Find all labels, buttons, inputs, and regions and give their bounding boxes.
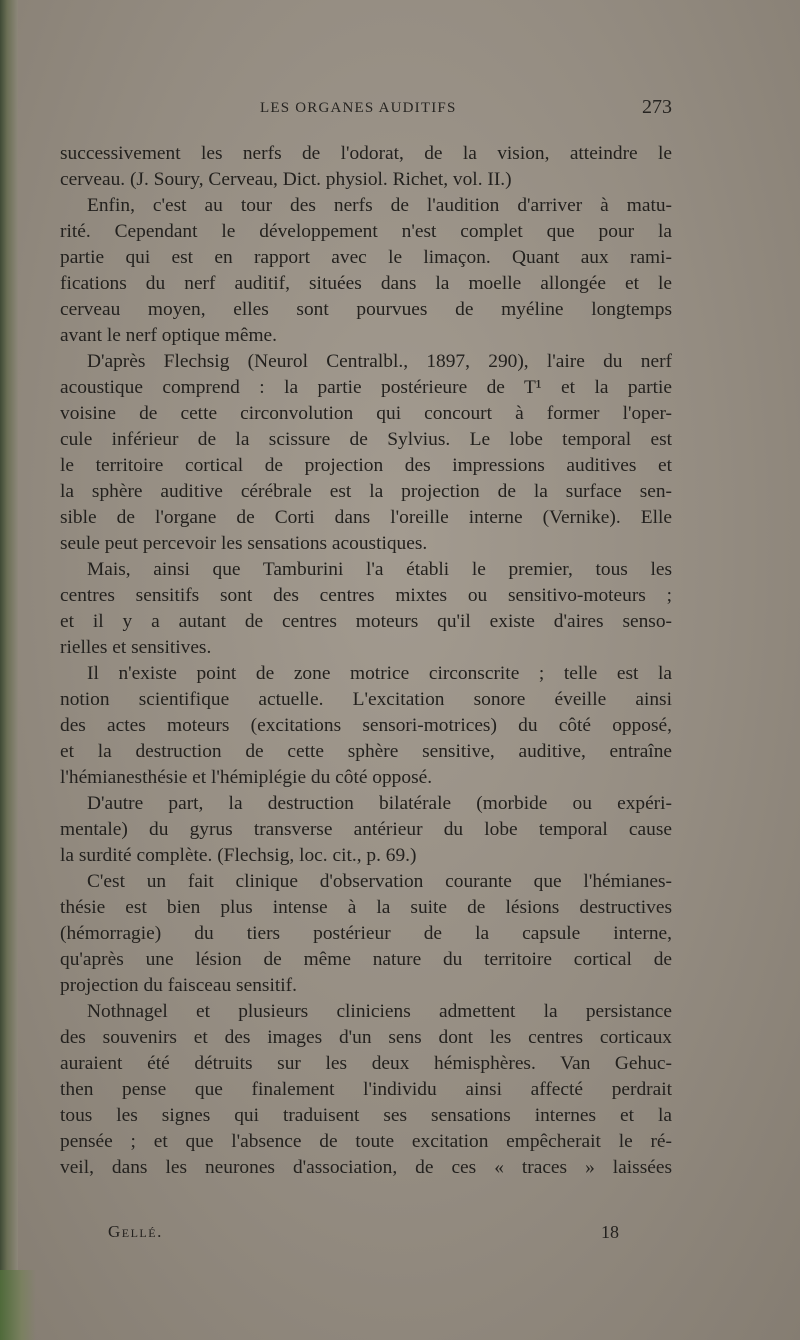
text-line: rielles et sensitives. xyxy=(60,637,212,658)
text-line: rité. Cependant le développement n'est complet que pour la xyxy=(60,221,672,242)
text-line: acoustique comprend : la partie postérieure de T¹ et la partie xyxy=(60,377,672,398)
running-title: LES ORGANES AUDITIFS xyxy=(260,100,457,116)
text-line: cerveau. (J. Soury, Cerveau, Dict. physiol. Richet, vol. II.) xyxy=(60,169,512,190)
text-line: et il y a autant de centres moteurs qu'il existe d'aires senso- xyxy=(60,611,672,632)
text-line: la surdité complète. (Flechsig, loc. cit., p. 69.) xyxy=(60,845,417,866)
printer-signature: Gellé. xyxy=(108,1222,163,1241)
text-line: voisine de cette circonvolution qui concourt à former l'oper- xyxy=(60,403,672,424)
running-head xyxy=(60,96,672,126)
text-line: successivement les nerfs de l'odorat, de la vision, atteindre le xyxy=(60,143,672,164)
text-line: Il n'existe point de zone motrice circonscrite ; telle est la xyxy=(87,663,672,684)
binding-gutter xyxy=(0,0,18,1340)
binding-corner xyxy=(0,1270,36,1340)
text-line: auraient été détruits sur les deux hémisphères. Van Gehuc- xyxy=(60,1053,672,1074)
text-line: (hémorragie) du tiers postérieur de la capsule interne, xyxy=(60,923,672,944)
text-line: Mais, ainsi que Tamburini l'a établi le premier, tous les xyxy=(87,559,672,580)
text-line: des actes moteurs (excitations sensori-motrices) du côté opposé, xyxy=(60,715,672,736)
text-line: seule peut percevoir les sensations acoustiques. xyxy=(60,533,428,554)
text-line: D'après Flechsig (Neurol Centralbl., 1897, 290), l'aire du nerf xyxy=(87,351,672,372)
text-line: centres sensitifs sont des centres mixtes ou sensitivo-moteurs ; xyxy=(60,585,672,606)
text-line: then pense que finalement l'individu ainsi affecté perdrait xyxy=(60,1079,672,1100)
text-line: sible de l'organe de Corti dans l'oreille interne (Vernike). Elle xyxy=(60,507,672,528)
text-line: et la destruction de cette sphère sensitive, auditive, entraîne xyxy=(60,741,672,762)
text-line: la sphère auditive cérébrale est la projection de la surface sen- xyxy=(60,481,672,502)
text-line: Enfin, c'est au tour des nerfs de l'audition d'arriver à matu- xyxy=(87,195,672,216)
text-line: pensée ; et que l'absence de toute excitation empêcherait le ré- xyxy=(60,1131,672,1152)
text-line: cule inférieur de la scissure de Sylvius. Le lobe temporal est xyxy=(60,429,672,450)
text-line: partie qui est en rapport avec le limaçon. Quant aux rami- xyxy=(60,247,672,268)
text-line: avant le nerf optique même. xyxy=(60,325,277,346)
text-line: cerveau moyen, elles sont pourvues de myéline longtemps xyxy=(60,299,672,320)
page-number: 273 xyxy=(642,96,672,118)
text-line: mentale) du gyrus transverse antérieur du lobe temporal cause xyxy=(60,819,672,840)
text-line: l'hémianesthésie et l'hémiplégie du côté opposé. xyxy=(60,767,433,788)
body-text xyxy=(60,141,672,1181)
text-line: veil, dans les neurones d'association, de ces « traces » laissées xyxy=(60,1157,672,1178)
text-line: tous les signes qui traduisent ses sensations internes et la xyxy=(60,1105,672,1126)
text-line: projection du faisceau sensitif. xyxy=(60,975,297,996)
text-line: D'autre part, la destruction bilatérale (morbide ou expéri- xyxy=(87,793,672,814)
text-line: qu'après une lésion de même nature du territoire cortical de xyxy=(60,949,672,970)
text-line: le territoire cortical de projection des impressions auditives et xyxy=(60,455,672,476)
text-line: Nothnagel et plusieurs cliniciens admettent la persistance xyxy=(87,1001,672,1022)
text-line: notion scientifique actuelle. L'excitation sonore éveille ainsi xyxy=(60,689,672,710)
text-line: C'est un fait clinique d'observation courante que l'hémianes- xyxy=(87,871,672,892)
page-footer xyxy=(60,1222,672,1246)
sheet-number: 18 xyxy=(601,1222,619,1242)
text-line: fications du nerf auditif, situées dans la moelle allongée et le xyxy=(60,273,672,294)
text-line: des souvenirs et des images d'un sens dont les centres corticaux xyxy=(60,1027,672,1048)
text-line: thésie est bien plus intense à la suite de lésions destructives xyxy=(60,897,672,918)
